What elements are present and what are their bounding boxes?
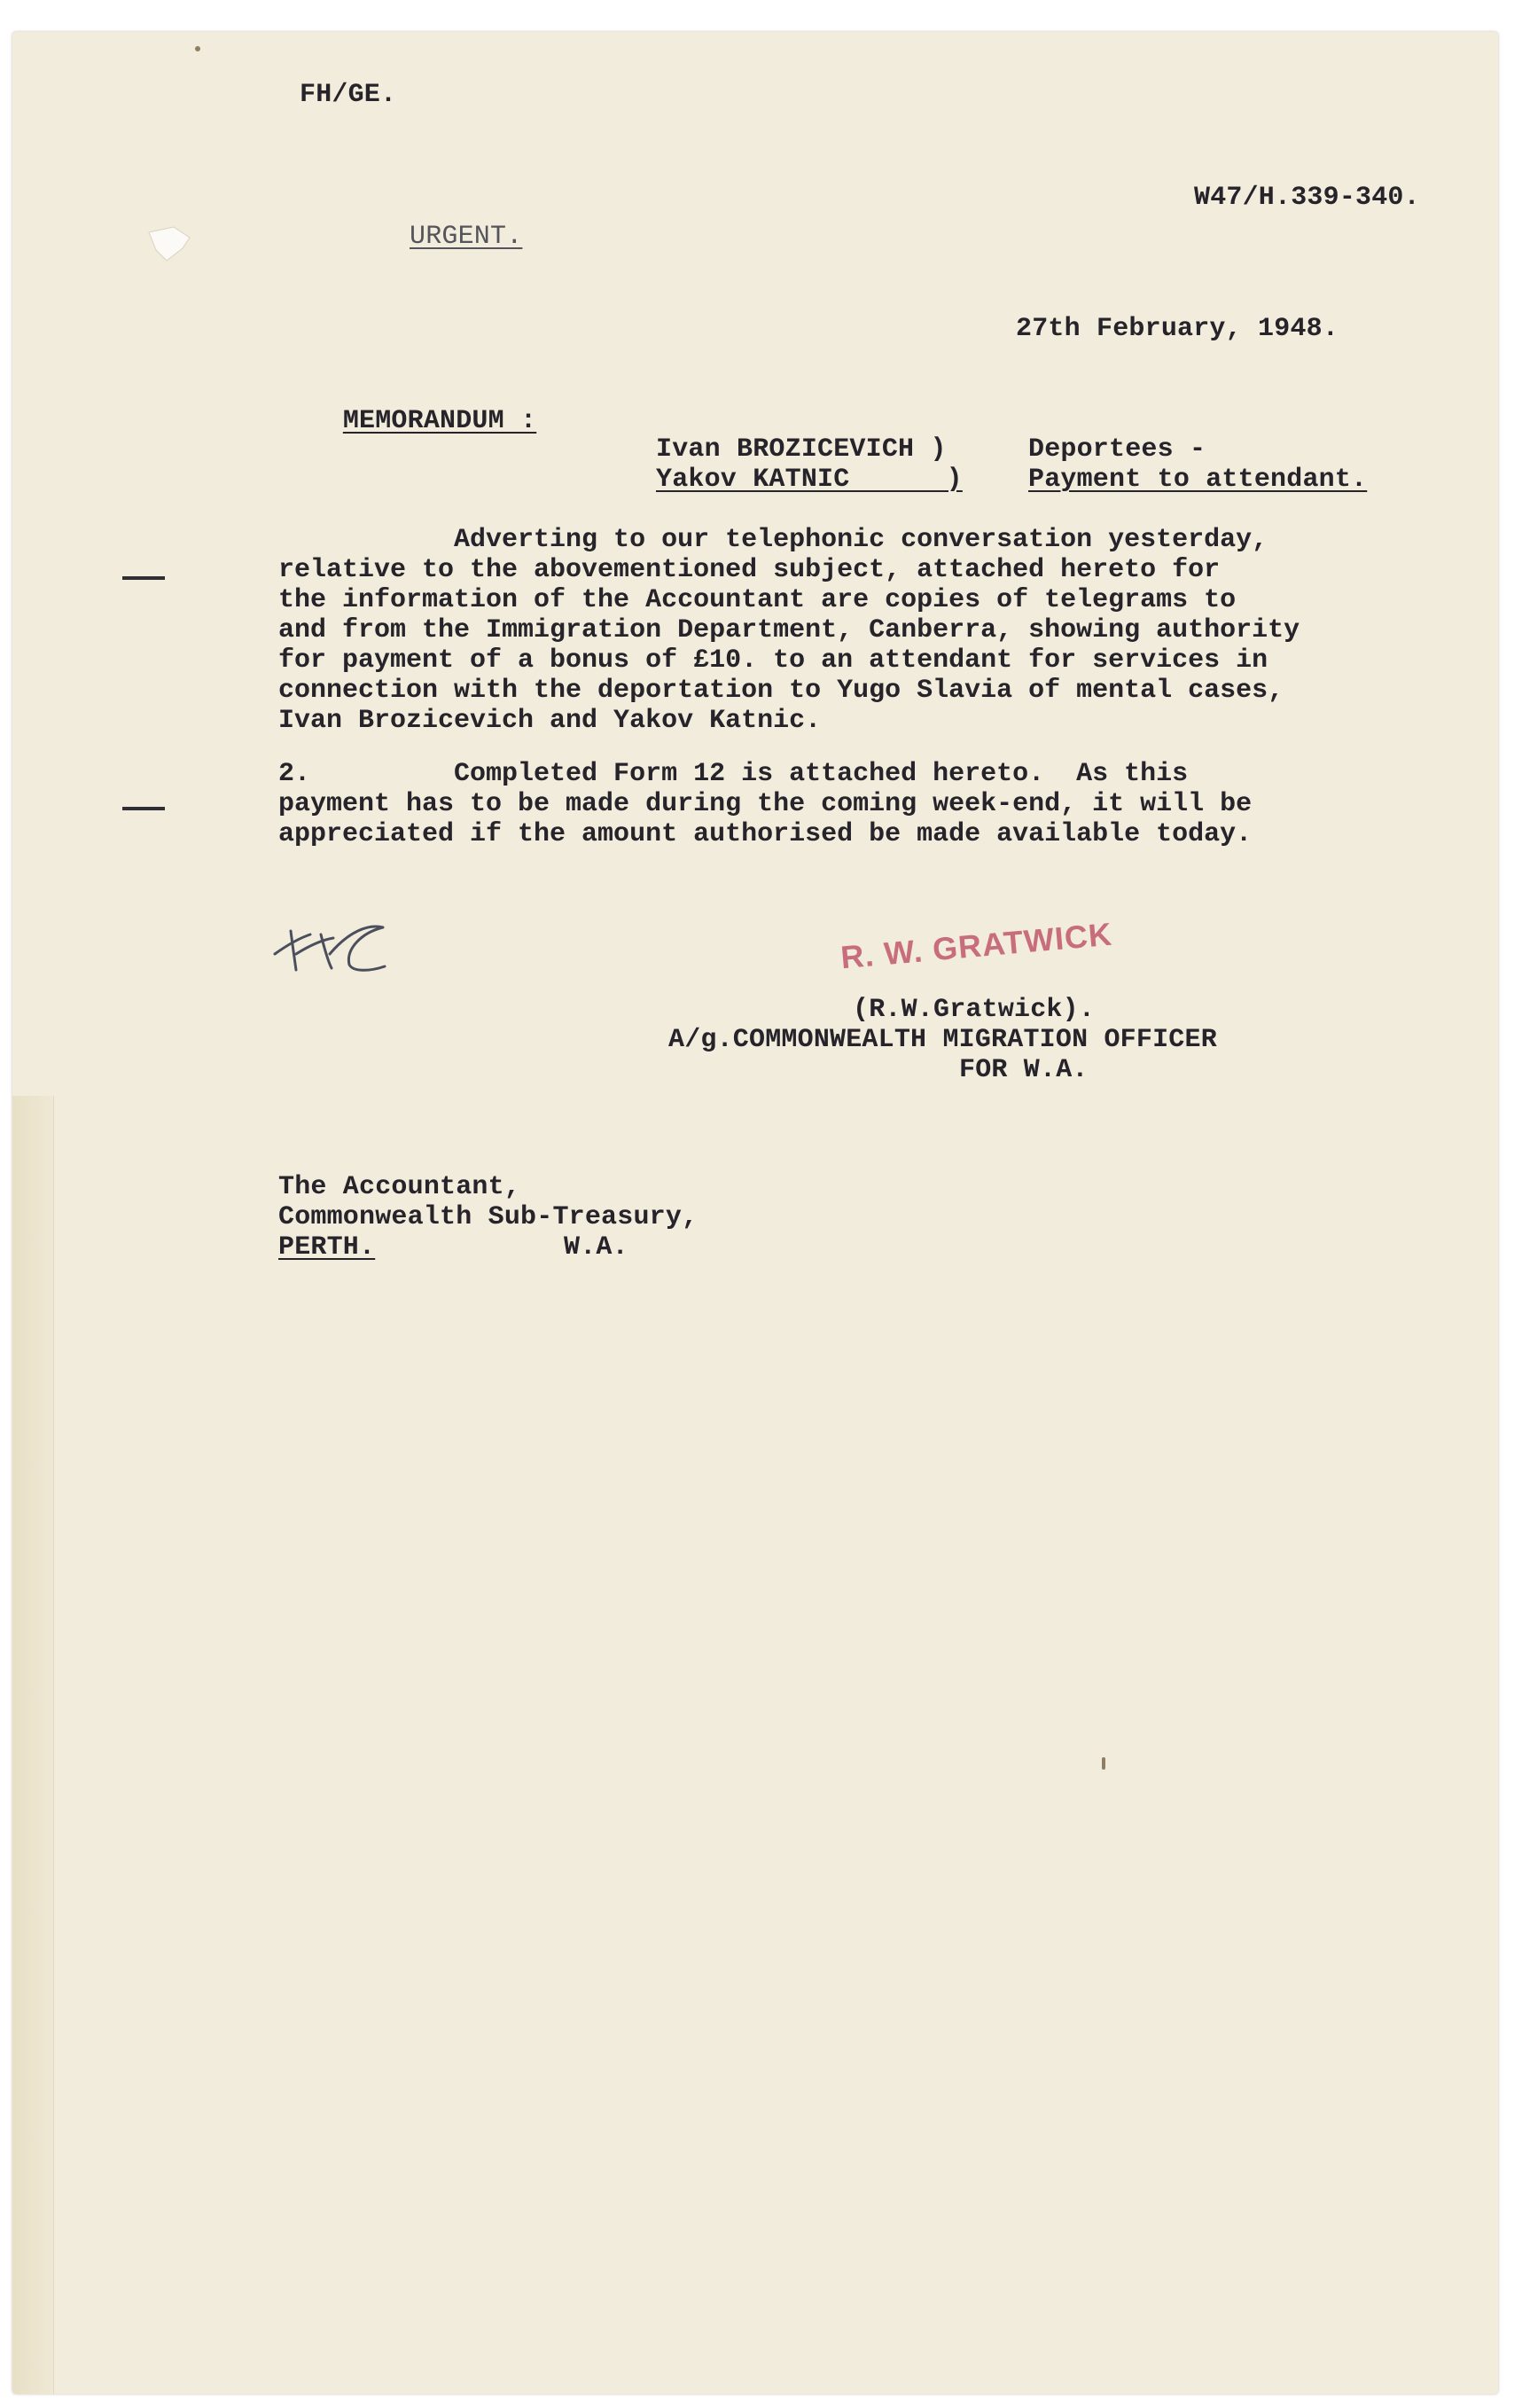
paper-speck [1102,1757,1105,1770]
memo-page [12,32,1498,2394]
paper-speck [195,46,200,51]
file-reference: W47/H.339-340. [1194,183,1420,213]
paragraph-2: 2. Completed Form 12 is attached hereto. As this payment has to be made during the coming week-end, it will be appreciated if the amount authorised be made available today. [278,759,1253,849]
paper-tear-mark [147,225,209,270]
subject-topic-line2: Payment to attendant. [1028,465,1368,495]
memorandum-label: MEMORANDUM : [342,406,537,436]
paragraph-1: Adverting to our telephonic conversation yesterday, relative to the abovementioned subject, attached hereto for the information of the Accountant are copies of telegrams to and from the Immigration Department, Canberra, showing authority for payment of a bonus of £10. to an attendant for services in connection with the deportation to Yugo Slavia of mental cases, Ivan Brozicevich and Yakov Katnic. [278,525,1300,736]
signatory-name: (R.W.Gratwick). [853,995,1096,1025]
signatory-region: FOR W.A. [959,1055,1089,1085]
memorandum-heading [278,376,536,466]
addressee-city: PERTH. [278,1232,376,1263]
name-stamp: R. W. GRATWICK [839,915,1114,976]
addressee-line1: The Accountant, [278,1172,521,1202]
subject-topic-line1: Deportees - [1028,434,1206,465]
urgent-label: URGENT. [410,222,523,252]
addressee-line2: Commonwealth Sub-Treasury, [278,1202,699,1232]
margin-dash [122,576,165,580]
handwritten-initials-signature [269,919,411,981]
typist-initials: FH/GE. [300,80,397,110]
margin-dash [122,807,165,810]
addressee-state: W.A. [564,1232,628,1263]
page-edge-shadow [12,1096,54,2394]
subject-names-line1: Ivan BROZICEVICH ) [656,434,947,465]
signatory-title: A/g.COMMONWEALTH MIGRATION OFFICER [668,1025,1217,1055]
subject-names-line2: Yakov KATNIC ) [656,465,963,495]
memo-date: 27th February, 1948. [1016,314,1339,344]
